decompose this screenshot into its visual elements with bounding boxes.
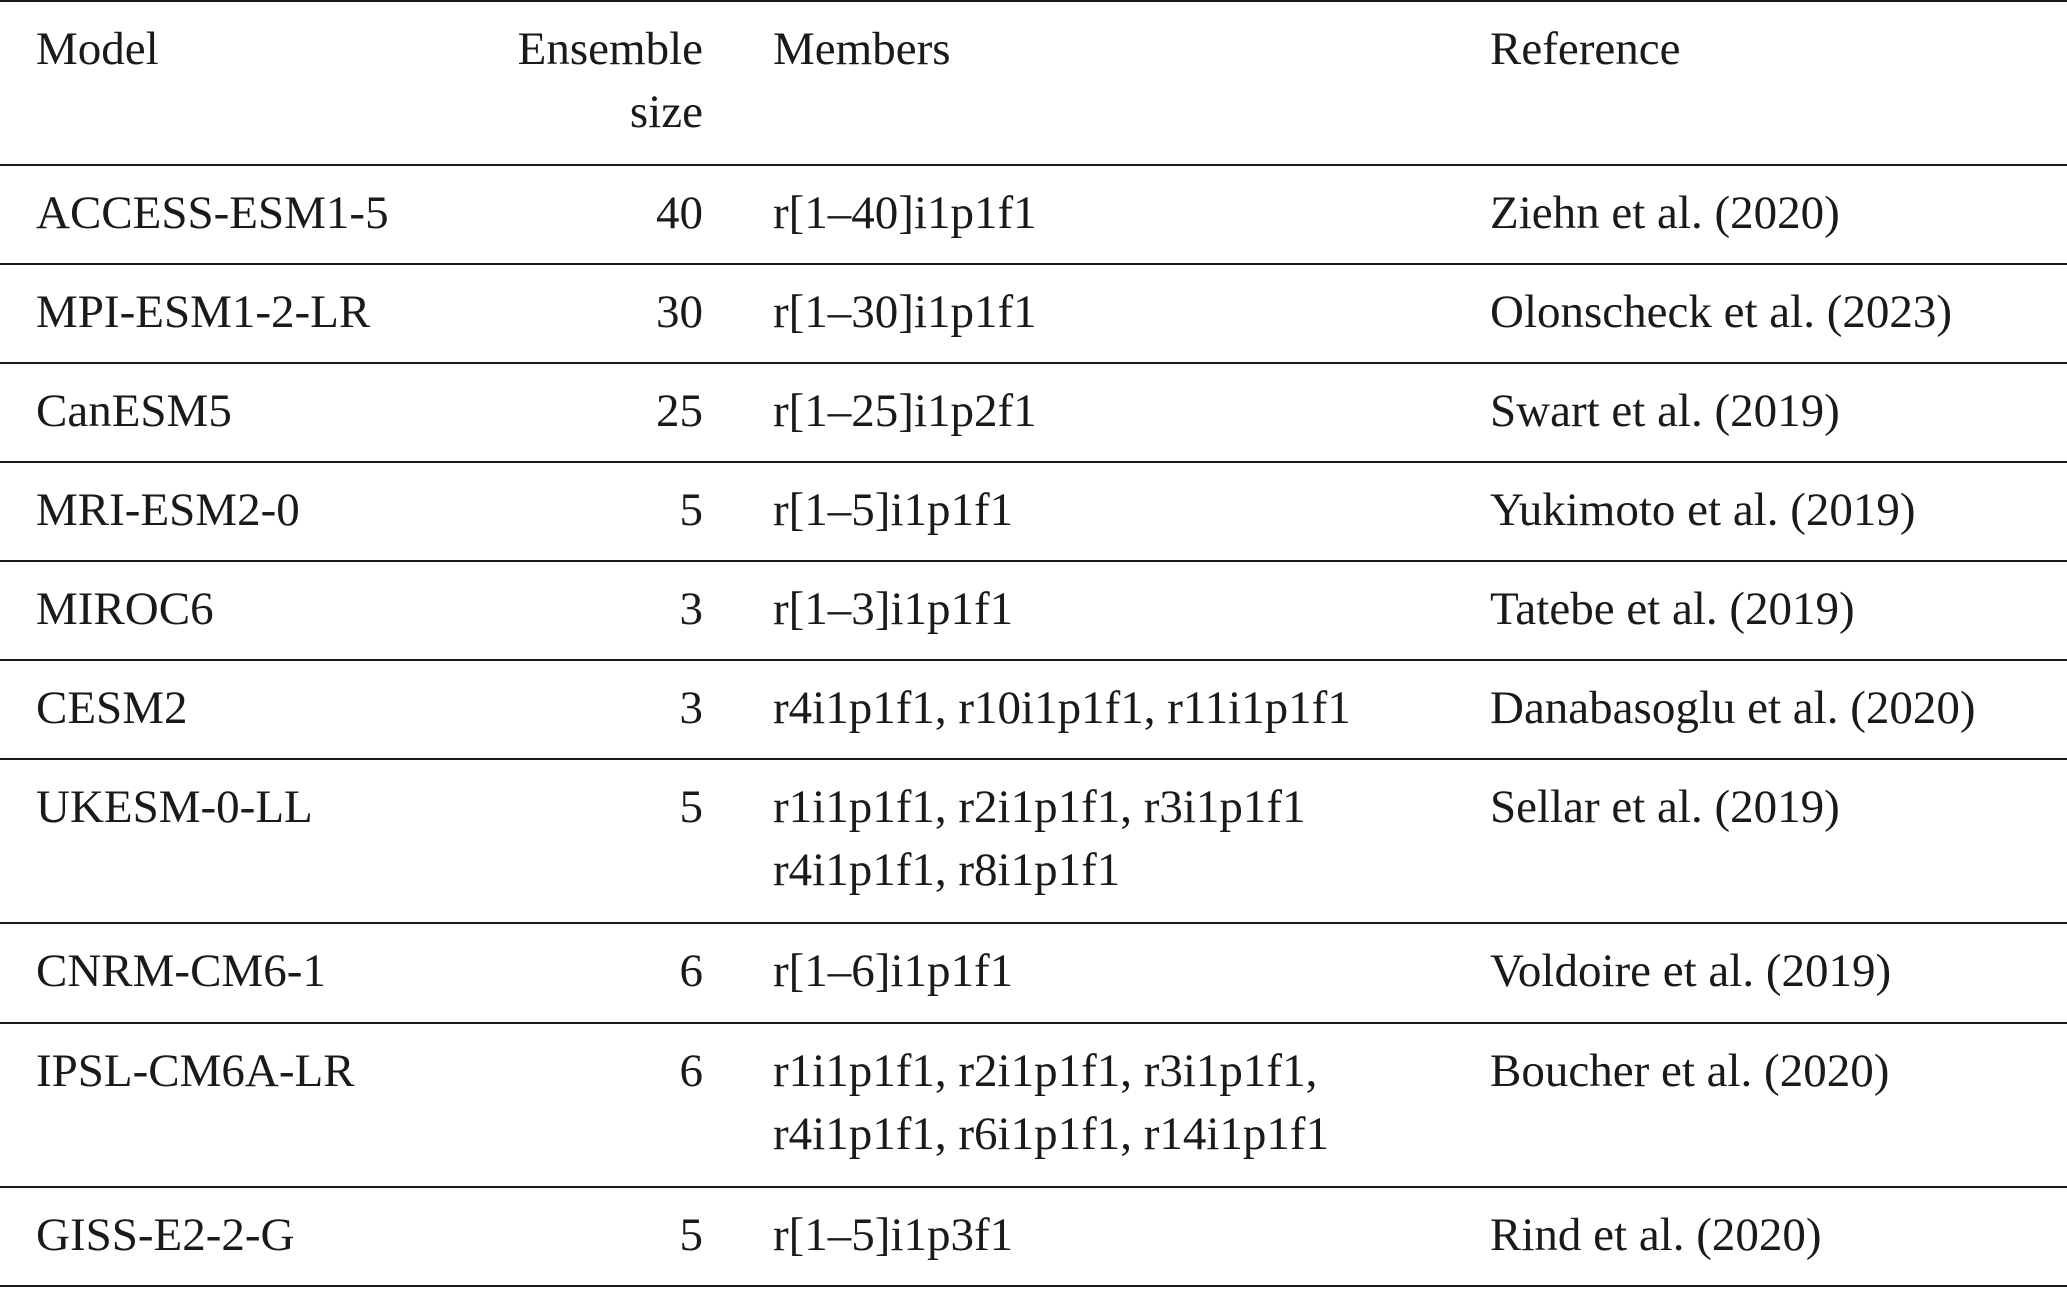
table-row: [0, 364, 2067, 463]
members-cell: [773, 182, 1037, 245]
members-line: r[1–5]i1p1f1: [773, 484, 1014, 536]
reference-cell: Swart et al. (2019): [1490, 385, 1840, 437]
ensemble-size-cell: 6: [679, 1045, 703, 1097]
reference-cell: Danabasoglu et al. (2020): [1490, 682, 1976, 734]
model-cell: CNRM-CM6-1: [36, 945, 326, 997]
members-line: r4i1p1f1, r10i1p1f1, r11i1p1f1: [773, 682, 1351, 734]
model-cell: IPSL-CM6A-LR: [36, 1045, 355, 1097]
ensemble-size-cell: 3: [679, 583, 703, 635]
members-cell: [773, 578, 1013, 641]
model-cell: CanESM5: [36, 385, 232, 437]
ensemble-size-cell: 5: [679, 484, 703, 536]
members-cell: [773, 281, 1037, 344]
ensemble-size-cell: 3: [679, 682, 703, 734]
ensemble-size-cell: 40: [656, 187, 703, 239]
members-line: r[1–5]i1p3f1: [773, 1209, 1014, 1261]
table-row: [0, 661, 2067, 760]
members-line: r[1–3]i1p1f1: [773, 583, 1014, 635]
reference-cell: Tatebe et al. (2019): [1490, 583, 1855, 635]
members-line: r4i1p1f1, r6i1p1f1, r14i1p1f1: [773, 1108, 1330, 1160]
header-model: Model: [36, 23, 159, 75]
model-cell: MIROC6: [36, 583, 214, 635]
members-line: r[1–25]i1p2f1: [773, 385, 1037, 437]
reference-cell: Olonscheck et al. (2023): [1490, 286, 1953, 338]
model-cell: ACCESS-ESM1-5: [36, 187, 389, 239]
model-cell: MPI-ESM1-2-LR: [36, 286, 371, 338]
table-row: [0, 1188, 2067, 1287]
table-row: [0, 562, 2067, 661]
reference-cell: Yukimoto et al. (2019): [1490, 484, 1916, 536]
header-members: Members: [773, 23, 951, 75]
table-row: [0, 166, 2067, 265]
model-cell: CESM2: [36, 682, 188, 734]
table-header-row: [0, 0, 2067, 166]
members-cell: [773, 677, 1351, 740]
reference-cell: Boucher et al. (2020): [1490, 1045, 1890, 1097]
members-line: r[1–6]i1p1f1: [773, 945, 1014, 997]
members-line: r1i1p1f1, r2i1p1f1, r3i1p1f1: [773, 781, 1306, 833]
reference-cell: Rind et al. (2020): [1490, 1209, 1822, 1261]
header-ensemble-size-line1: Ensemble: [517, 23, 703, 75]
ensemble-size-cell: 30: [656, 286, 703, 338]
reference-cell: Sellar et al. (2019): [1490, 781, 1840, 833]
members-line: r1i1p1f1, r2i1p1f1, r3i1p1f1,: [773, 1045, 1318, 1097]
members-cell: [773, 1040, 1329, 1166]
header-reference: Reference: [1490, 23, 1681, 75]
table-row: [0, 1024, 2067, 1188]
header-ensemble-size: [518, 18, 703, 144]
table-row: [0, 265, 2067, 364]
members-line: r[1–30]i1p1f1: [773, 286, 1037, 338]
table-row: [0, 924, 2067, 1024]
members-cell: [773, 479, 1013, 542]
model-cell: MRI-ESM2-0: [36, 484, 300, 536]
model-cell: GISS-E2-2-G: [36, 1209, 295, 1261]
members-line: r4i1p1f1, r8i1p1f1: [773, 844, 1121, 896]
members-cell: [773, 380, 1037, 443]
members-line: r[1–40]i1p1f1: [773, 187, 1037, 239]
header-ensemble-size-line2: size: [629, 86, 703, 138]
reference-cell: Voldoire et al. (2019): [1490, 945, 1892, 997]
ensemble-size-cell: 6: [679, 945, 703, 997]
table-row: [0, 760, 2067, 924]
ensemble-size-cell: 5: [679, 1209, 703, 1261]
reference-cell: Ziehn et al. (2020): [1490, 187, 1840, 239]
ensemble-size-cell: 5: [679, 781, 703, 833]
model-cell: UKESM-0-LL: [36, 781, 313, 833]
ensemble-size-cell: 25: [656, 385, 703, 437]
members-cell: [773, 1204, 1013, 1267]
table-row: [0, 463, 2067, 562]
members-cell: [773, 940, 1013, 1003]
members-cell: [773, 776, 1306, 902]
